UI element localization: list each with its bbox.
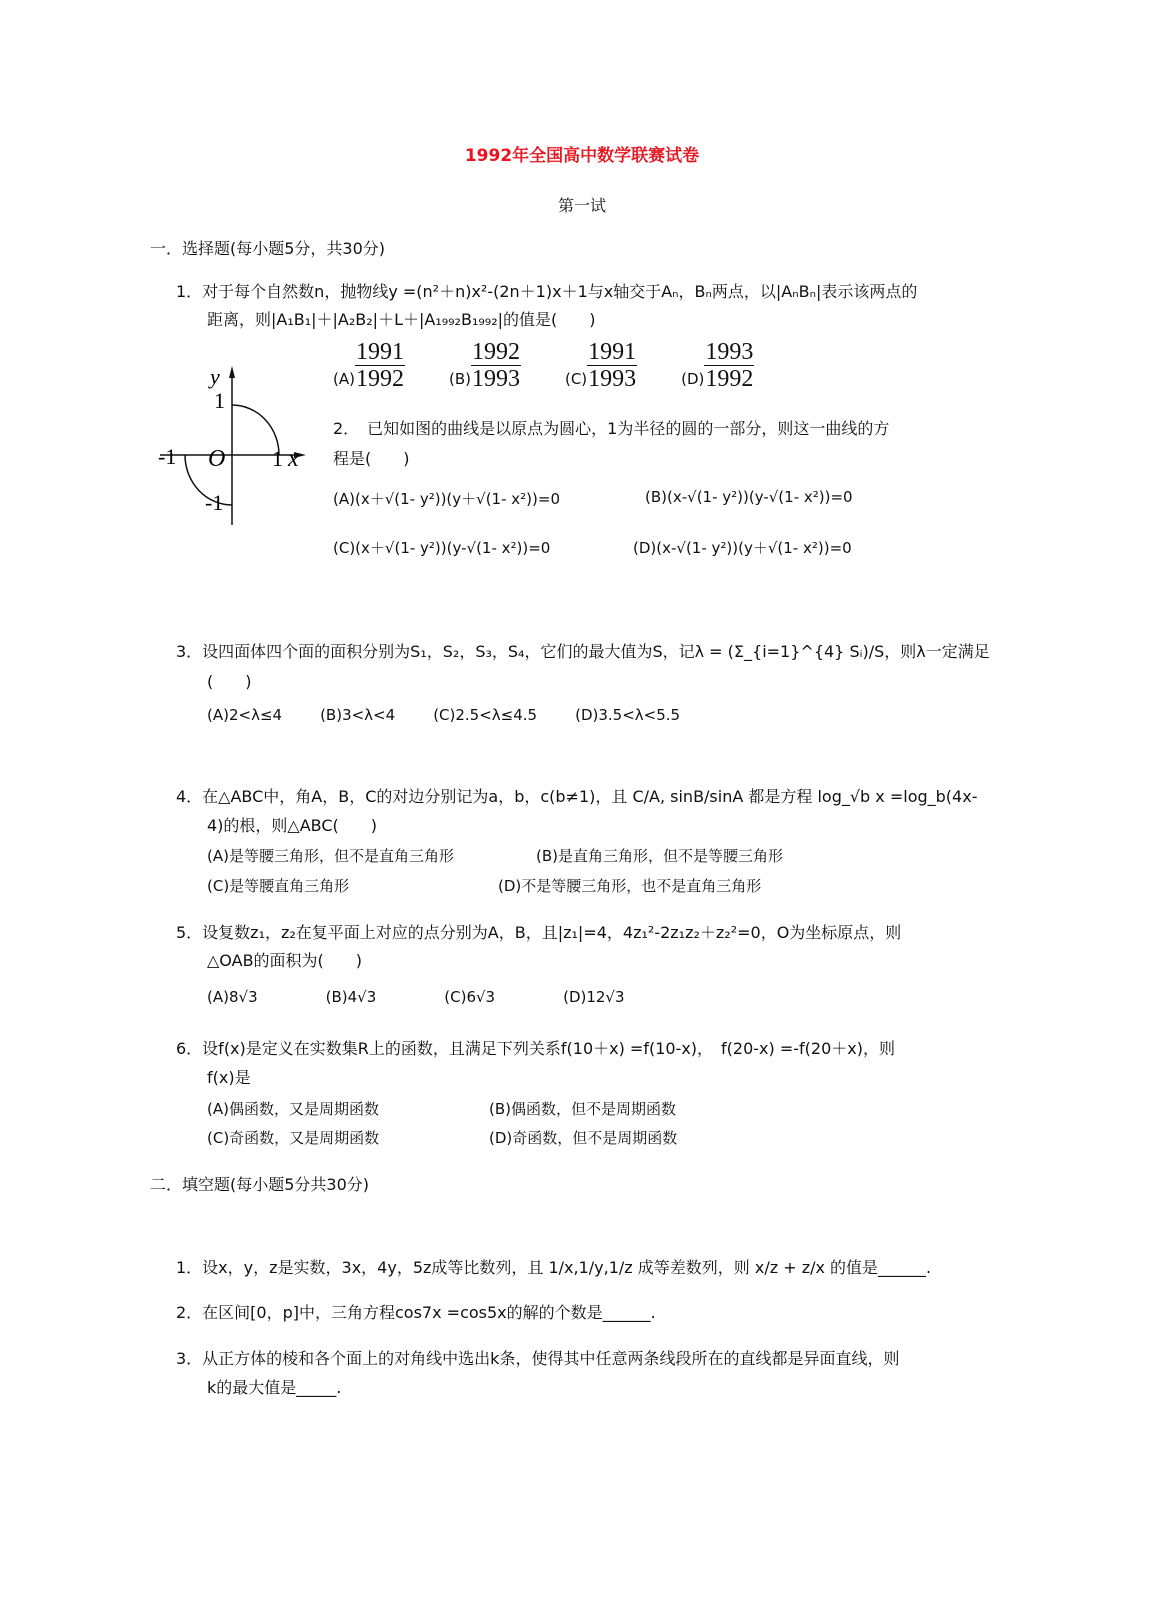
question-6-option-d: (D)奇函数，但不是周期函数	[489, 1129, 678, 1147]
origin-label: O	[208, 446, 226, 472]
question-3-option-a: (A)2<λ≤4	[207, 706, 283, 724]
question-6-option-b: (B)偶函数，但不是周期函数	[489, 1100, 676, 1118]
fraction: $\frac{1991}{1993}$	[588, 339, 637, 392]
axis-label-y: y	[210, 364, 220, 389]
question-1-options	[333, 340, 754, 391]
fill-question-3-line-2: k的最大值是_____.	[207, 1378, 342, 1397]
page-title: 1992年全国高中数学联赛试卷	[464, 146, 700, 166]
option-label: (D)	[681, 370, 705, 388]
question-6-line-1: 6．设f(x)是定义在实数集R上的函数，且满足下列关系f(10＋x) =f(10-x)， f(20-x) =-f(20＋x)，则	[176, 1039, 895, 1058]
question-6-line-2: f(x)是	[207, 1068, 251, 1087]
question-5-option-b: (B)4√3	[325, 988, 377, 1006]
tick-label-x-pos: 1	[272, 446, 283, 471]
question-4-line-1: 4．在△ABC中，角A，B，C的对边分别记为a，b，c(b≠1)，且 C/A, sinB/sinA 都是方程 log_√b x =log_b(4x-	[176, 787, 978, 806]
option-label: (C)	[564, 370, 588, 388]
question-5-line-2: △OAB的面积为( )	[207, 951, 363, 970]
question-4-option-d: (D)不是等腰三角形，也不是直角三角形	[498, 877, 762, 895]
question-2-line-1: 2． 已知如图的曲线是以原点为圆心，1为半径的圆的一部分，则这一曲线的方	[333, 419, 890, 438]
fraction: $\frac{1993}{1992}$	[705, 339, 754, 392]
question-5-option-c: (C)6√3	[444, 988, 496, 1006]
section-heading-fill-in: 二．填空题(每小题5分共30分)	[150, 1175, 370, 1194]
question-2-option-c: (C)(x＋√(1- y²))(y-√(1- x²))=0	[333, 539, 551, 557]
fill-question-2: 2．在区间[0，p]中，三角方程cos7x =cos5x的解的个数是______.	[176, 1303, 656, 1322]
question-1-line-2: 距离，则|A₁B₁|＋|A₂B₂|＋L＋|A₁₉₉₂B₁₉₉₂|的值是( )	[207, 310, 596, 329]
page-subtitle: 第一试	[557, 196, 606, 215]
fraction: $\frac{1991}{1992}$	[355, 339, 404, 392]
circle-figure	[150, 360, 320, 530]
question-6-option-a: (A)偶函数，又是周期函数	[207, 1100, 379, 1118]
question-3-line-1: 3．设四面体四个面的面积分别为S₁，S₂，S₃，S₄，它们的最大值为S，记λ = (Σ_{i=1}^{4} Sᵢ)/S，则λ一定满足	[176, 642, 990, 661]
axis-label-x: x	[288, 446, 299, 472]
question-1-option-a	[333, 340, 405, 391]
question-1-option-b	[449, 340, 521, 391]
question-1-option-d	[681, 340, 754, 391]
question-3-option-d: (D)3.5<λ<5.5	[575, 706, 681, 724]
question-4-option-c: (C)是等腰直角三角形	[207, 877, 350, 895]
question-4-option-b: (B)是直角三角形，但不是等腰三角形	[536, 847, 783, 865]
fraction: $\frac{1992}{1993}$	[471, 339, 520, 392]
tick-label-y-pos: 1	[214, 388, 225, 413]
question-5-option-a: (A)8√3	[207, 988, 258, 1006]
question-3-line-2: ( )	[207, 672, 252, 691]
question-4-line-2: 4)的根，则△ABC( )	[207, 816, 378, 835]
question-3-options	[207, 706, 680, 724]
question-5-options	[207, 988, 625, 1006]
question-6-option-c: (C)奇函数，又是周期函数	[207, 1129, 380, 1147]
question-2-line-2: 程是( )	[333, 449, 410, 468]
question-4-option-a: (A)是等腰三角形，但不是直角三角形	[207, 847, 454, 865]
fill-question-1: 1．设x，y，z是实数，3x，4y，5z成等比数列，且 1/x,1/y,1/z 成等差数列，则 x/z + z/x 的值是______.	[176, 1258, 932, 1277]
question-3-option-b: (B)3<λ<4	[320, 706, 396, 724]
section-heading-multiple-choice: 一．选择题(每小题5分，共30分)	[150, 239, 386, 258]
question-2-option-b: (B)(x-√(1- y²))(y-√(1- x²))=0	[645, 488, 853, 506]
tick-label-y-neg: -1	[205, 490, 224, 515]
option-label: (B)	[448, 370, 471, 388]
question-2-option-d: (D)(x-√(1- y²))(y＋√(1- x²))=0	[633, 539, 852, 557]
question-5-option-d: (D)12√3	[563, 988, 625, 1006]
option-label: (A)	[333, 370, 355, 388]
question-2-option-a: (A)(x＋√(1- y²))(y＋√(1- x²))=0	[333, 490, 560, 508]
question-1-option-c	[565, 340, 637, 391]
question-3-option-c: (C)2.5<λ≤4.5	[433, 706, 538, 724]
question-1-line-1: 1．对于每个自然数n，抛物线y =(n²＋n)x²-(2n＋1)x＋1与x轴交于Aₙ，Bₙ两点，以|AₙBₙ|表示该两点的	[176, 282, 918, 301]
fill-question-3-line-1: 3．从正方体的棱和各个面上的对角线中选出k条，使得其中任意两条线段所在的直线都是异面直线，则	[176, 1349, 900, 1368]
tick-label-x-neg: -1	[158, 444, 177, 469]
question-5-line-1: 5．设复数z₁，z₂在复平面上对应的点分别为A，B，且|z₁|=4，4z₁²-2z₁z₂＋z₂²=0，O为坐标原点，则	[176, 923, 902, 942]
